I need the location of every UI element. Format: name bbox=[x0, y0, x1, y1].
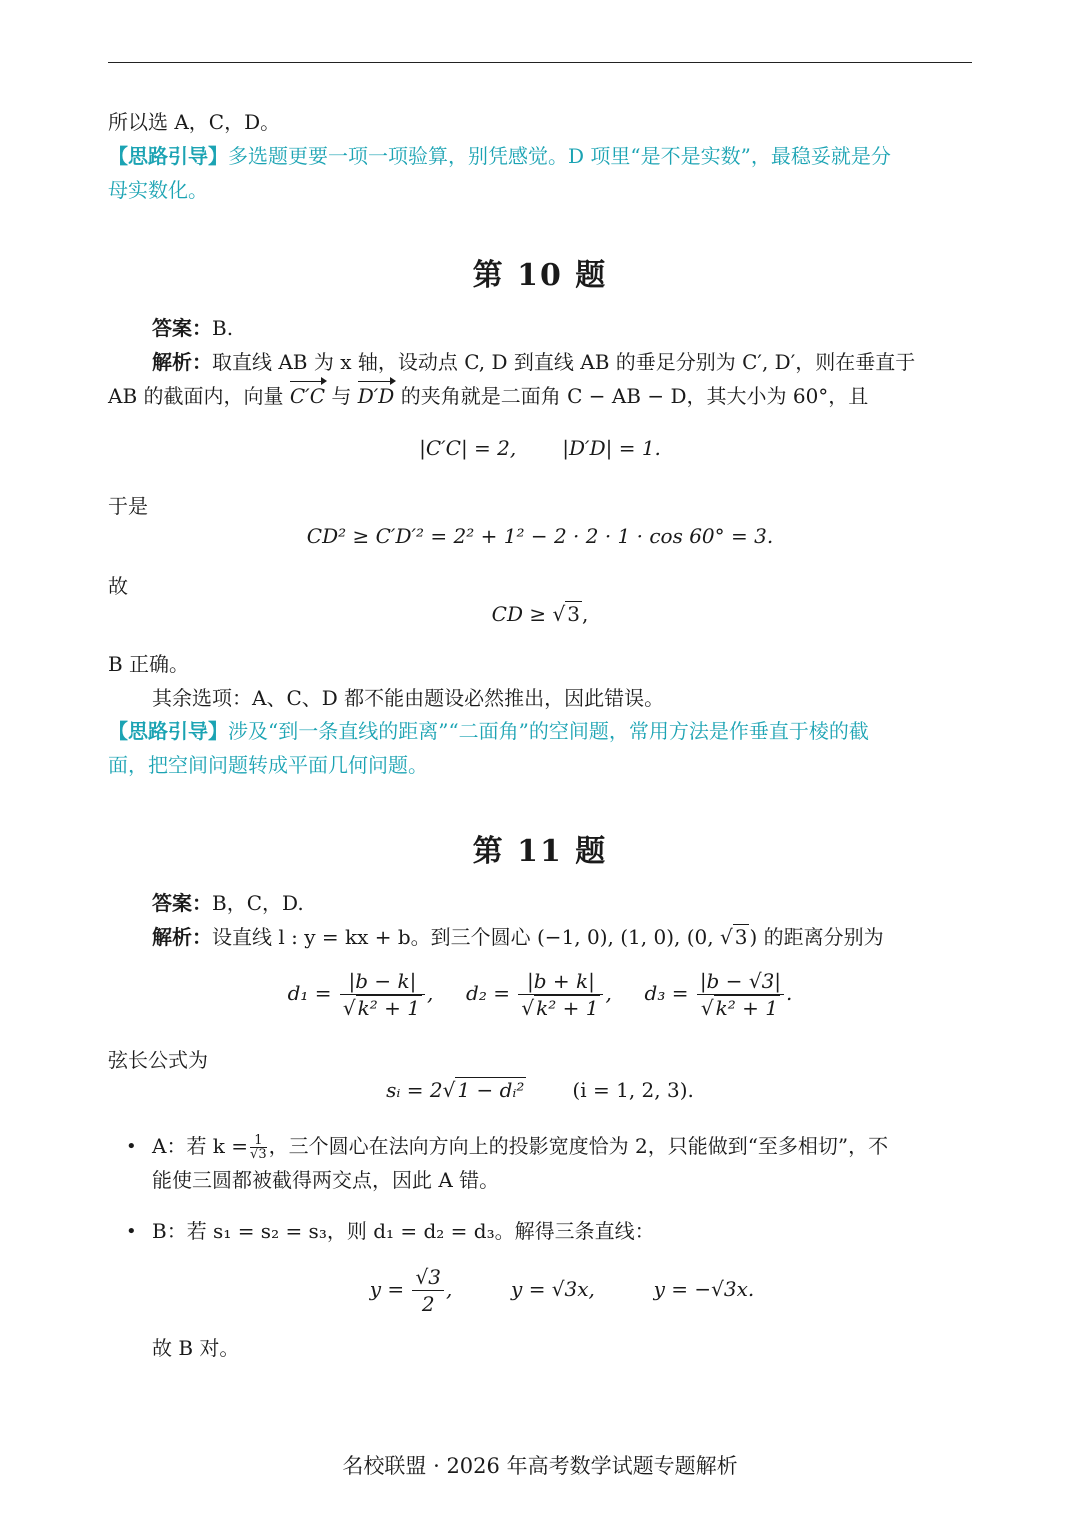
q10-analysis-2 bbox=[108, 380, 972, 412]
q10-rest: 其余选项：A、C、D 都不能由题设必然推出，因此错误。 bbox=[152, 686, 665, 710]
analysis-text: 与 bbox=[325, 384, 358, 408]
q10-answer bbox=[152, 312, 972, 344]
analysis-text: ) 的距离分别为 bbox=[749, 925, 884, 949]
equation: sᵢ = 2√ bbox=[386, 1078, 456, 1102]
q11-chord-label: 弦长公式为 bbox=[108, 1048, 208, 1072]
q10-guide bbox=[108, 715, 972, 747]
bullet-dot: • bbox=[126, 1136, 137, 1157]
equation: |C′C| = 2, bbox=[419, 436, 517, 460]
equation: y = √3x, bbox=[511, 1277, 595, 1301]
equation: y = −√3x. bbox=[653, 1277, 755, 1301]
vector-c: C′C bbox=[290, 380, 325, 412]
q10-eq2 bbox=[108, 524, 972, 548]
q10-gu: 故 bbox=[108, 574, 128, 598]
header-rule bbox=[108, 62, 972, 63]
numerator: |b − k| bbox=[340, 968, 425, 995]
numerator: √3 bbox=[412, 1264, 443, 1291]
q11-chord-eq bbox=[108, 1078, 972, 1102]
guide-label: 【思路引导】 bbox=[108, 719, 228, 743]
guide-label: 【思路引导】 bbox=[108, 144, 228, 168]
prev-guide bbox=[108, 140, 972, 172]
equation: , bbox=[581, 602, 589, 626]
d3-lhs: d₃ = bbox=[644, 981, 689, 1005]
d2-fraction bbox=[518, 968, 603, 1021]
q11-option-a bbox=[152, 1130, 972, 1162]
equation: y = bbox=[369, 1277, 405, 1301]
equation: |D′D| = 1. bbox=[562, 436, 661, 460]
prev-conclusion: 所以选 A，C，D。 bbox=[108, 110, 281, 134]
q11-b-right: 故 B 对。 bbox=[152, 1336, 240, 1360]
analysis-text: 取直线 AB 为 x 轴，设动点 C, D 到直线 AB 的垂足分别为 C′, D′，则在垂直于 bbox=[212, 350, 916, 374]
condition: (i = 1, 2, 3). bbox=[572, 1078, 694, 1102]
radicand: 1 − dᵢ² bbox=[457, 1078, 525, 1102]
denominator: √ k² + 1 bbox=[521, 996, 599, 1020]
analysis-text: AB 的截面内，向量 bbox=[108, 384, 290, 408]
q10-title: 第 10 题 bbox=[472, 258, 608, 293]
q10-eq1 bbox=[108, 436, 972, 460]
q10-guide-cont: 面，把空间问题转成平面几何问题。 bbox=[108, 753, 428, 777]
q10-b-correct: B 正确。 bbox=[108, 652, 190, 676]
denominator: √ k² + 1 bbox=[342, 996, 420, 1020]
q11-distances: d₁ = $\frac{|b - k|}{\text{√ k² + 1}}$ , d₂ = $\frac{|b + k|}{\text{√ k² + 1}}$ , d₃ = $\frac{|b - √3|}{\text{√ k² + 1}}$ . bbox=[287, 969, 793, 1020]
option-text: ，三个圆心在法向方向上的投影宽度恰为 2，只能做到“至多相切”，不 bbox=[268, 1134, 889, 1158]
q11-lines: y = $\frac{√3}{2}$ , y = √3x, y = −√3x. bbox=[369, 1265, 755, 1316]
numerator: 1 bbox=[250, 1134, 267, 1148]
answer-label: 答案： bbox=[152, 891, 212, 915]
radicand: k² + 1 bbox=[357, 996, 420, 1020]
q10-eq3 bbox=[108, 602, 972, 626]
q11-answer bbox=[152, 887, 972, 919]
numerator: |b − √3| bbox=[697, 968, 784, 995]
answer-label: 答案： bbox=[152, 316, 212, 340]
analysis-label: 解析： bbox=[152, 350, 212, 374]
q11-title: 第 11 题 bbox=[472, 834, 608, 869]
q11-analysis-1 bbox=[152, 921, 972, 953]
radicand: 3 bbox=[734, 925, 748, 949]
denominator: 2 bbox=[421, 1292, 435, 1316]
q10-analysis-1 bbox=[152, 346, 972, 378]
vector-d: D′D bbox=[358, 380, 395, 412]
guide-text: 涉及“到一条直线的距离”“二面角”的空间题，常用方法是作垂直于棱的截 bbox=[228, 719, 869, 743]
guide-text: 多选题更要一项一项验算，别凭感觉。D 项里“是不是实数”，最稳妥就是分 bbox=[228, 144, 891, 168]
analysis-label: 解析： bbox=[152, 925, 212, 949]
denominator: √3 bbox=[250, 1147, 267, 1162]
radicand: k² + 1 bbox=[536, 996, 599, 1020]
d3-fraction bbox=[697, 968, 784, 1021]
option-fraction bbox=[250, 1134, 267, 1161]
bullet-dot: • bbox=[126, 1221, 137, 1242]
d1-fraction bbox=[340, 968, 425, 1021]
q11-option-b: B：若 s₁ = s₂ = s₃，则 d₁ = d₂ = d₃。解得三条直线： bbox=[152, 1219, 655, 1243]
prev-guide-cont: 母实数化。 bbox=[108, 178, 208, 202]
analysis-text: 的夹角就是二面角 C − AB − D，其大小为 60°，且 bbox=[394, 384, 869, 408]
radicand: k² + 1 bbox=[715, 996, 778, 1020]
equation: CD² ≥ C′D′² = 2² + 1² − 2 · 2 · 1 · cos 60° = 3. bbox=[306, 524, 774, 548]
analysis-text: 设直线 l : y = kx + b。到三个圆心 (−1, 0), (1, 0), (0, √ bbox=[212, 925, 733, 949]
answer-value: B. bbox=[212, 316, 234, 340]
numerator: |b + k| bbox=[518, 968, 603, 995]
radicand: 3 bbox=[567, 602, 580, 626]
option-text: A：若 k = bbox=[152, 1134, 249, 1158]
denominator: √ k² + 1 bbox=[700, 996, 778, 1020]
d1-lhs: d₁ = bbox=[287, 981, 332, 1005]
q10-yushi: 于是 bbox=[108, 494, 148, 518]
page-footer: 名校联盟 · 2026 年高考数学试题专题解析 bbox=[342, 1454, 738, 1478]
answer-value: B，C，D. bbox=[212, 891, 304, 915]
d2-lhs: d₂ = bbox=[466, 981, 510, 1005]
equation: CD ≥ √ bbox=[491, 602, 566, 626]
line-fraction bbox=[412, 1264, 443, 1317]
q11-option-a-cont: 能使三圆都被截得两交点，因此 A 错。 bbox=[152, 1168, 500, 1192]
